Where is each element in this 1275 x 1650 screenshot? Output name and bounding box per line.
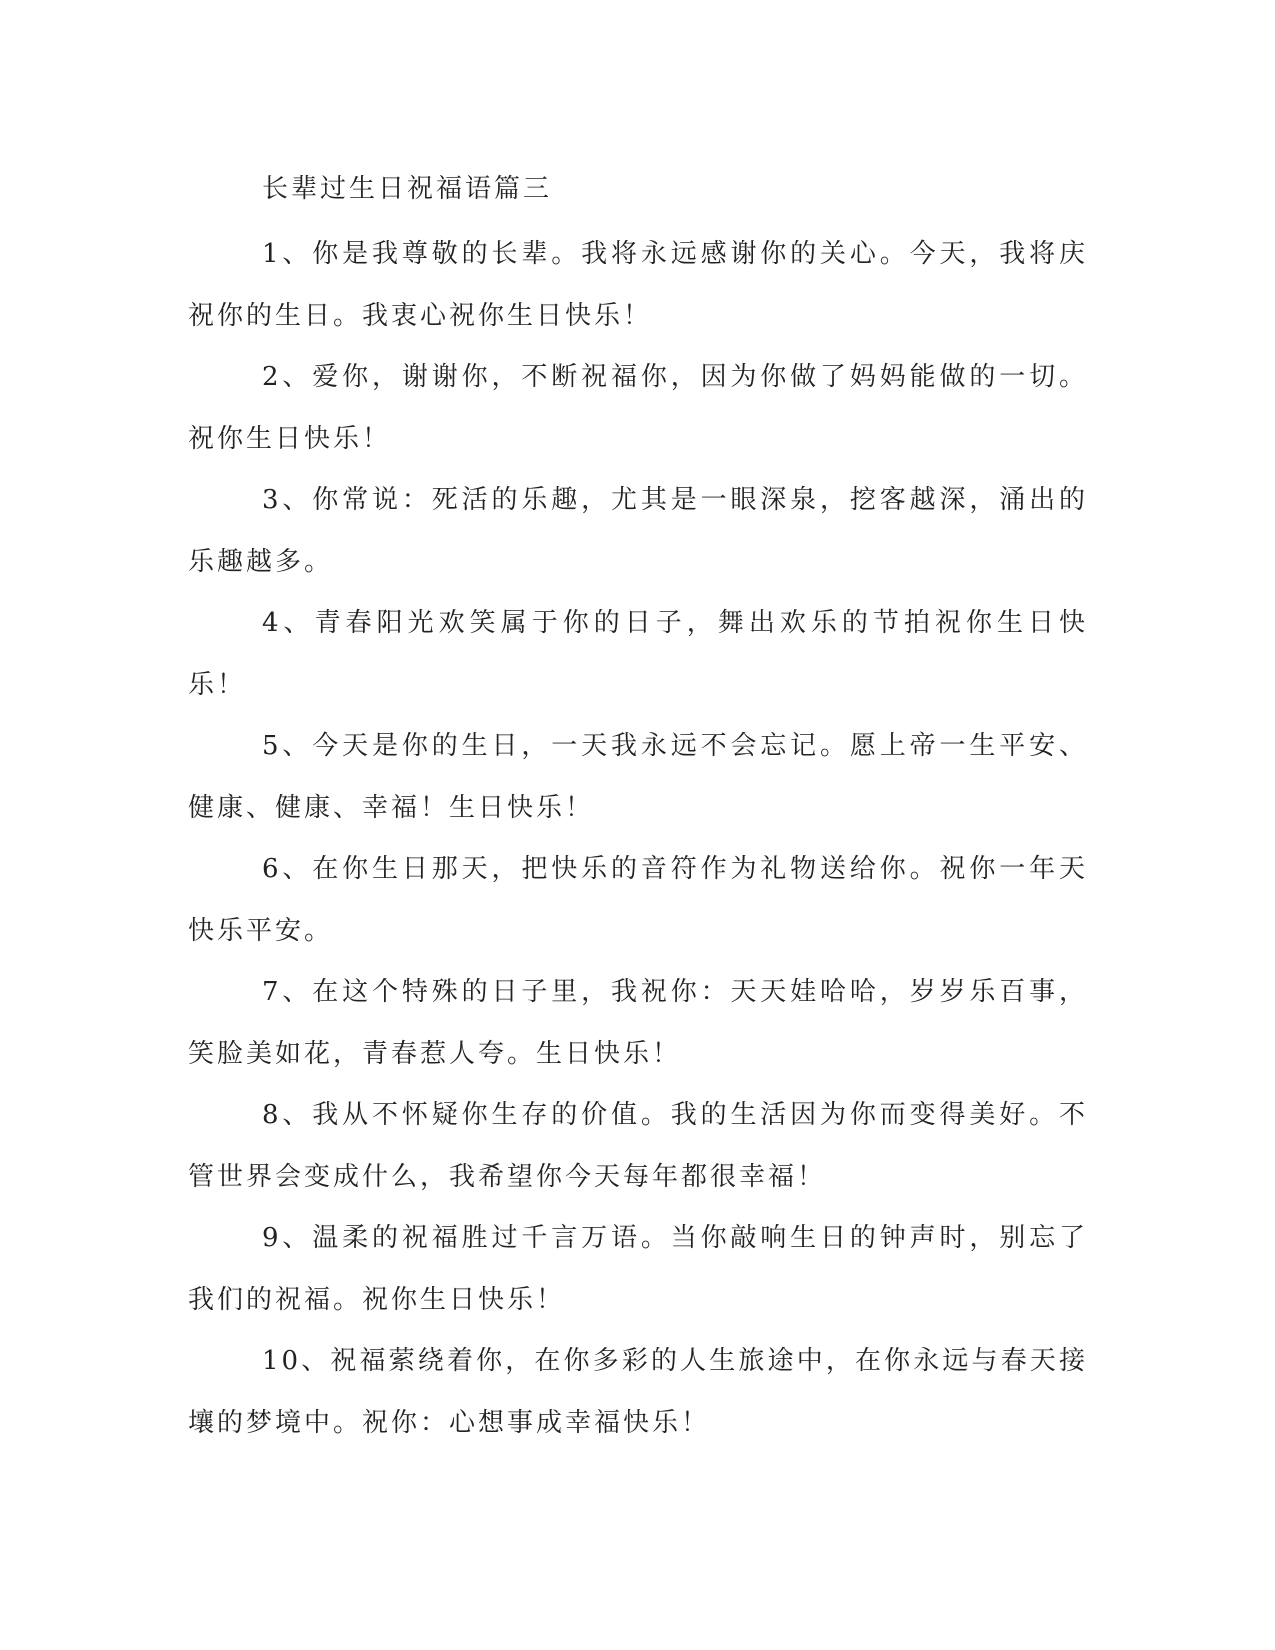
wish-item-9: 9、温柔的祝福胜过千言万语。当你敲响生日的钟声时，别忘了我们的祝福。祝你生日快乐！ bbox=[188, 1223, 1088, 1315]
wish-item-2: 2、爱你，谢谢你，不断祝福你，因为你做了妈妈能做的一切。祝你生日快乐！ bbox=[188, 362, 1088, 454]
wish-item-10: 10、祝福萦绕着你，在你多彩的人生旅途中，在你永远与春天接壤的梦境中。祝你：心想事成幸福快乐！ bbox=[188, 1346, 1088, 1438]
wish-item-5: 5、今天是你的生日，一天我永远不会忘记。愿上帝一生平安、健康、健康、幸福！生日快乐！ bbox=[188, 731, 1088, 823]
wish-item-4: 4、青春阳光欢笑属于你的日子，舞出欢乐的节拍祝你生日快乐！ bbox=[188, 608, 1088, 700]
wish-item-3: 3、你常说：死活的乐趣，尤其是一眼深泉，挖客越深，涌出的乐趣越多。 bbox=[188, 485, 1088, 577]
wish-item-7: 7、在这个特殊的日子里，我祝你：天天娃哈哈，岁岁乐百事，笑脸美如花，青春惹人夸。生日快乐！ bbox=[188, 977, 1088, 1069]
document-body bbox=[188, 160, 1088, 1454]
wish-item-1: 1、你是我尊敬的长辈。我将永远感谢你的关心。今天，我将庆祝你的生日。我衷心祝你生日快乐！ bbox=[188, 239, 1088, 331]
wish-item-8: 8、我从不怀疑你生存的价值。我的生活因为你而变得美好。不管世界会变成什么，我希望你今天每年都很幸福！ bbox=[188, 1100, 1088, 1192]
document-title: 长辈过生日祝福语篇三 bbox=[262, 174, 553, 204]
wish-item-6: 6、在你生日那天，把快乐的音符作为礼物送给你。祝你一年天快乐平安。 bbox=[188, 854, 1088, 946]
